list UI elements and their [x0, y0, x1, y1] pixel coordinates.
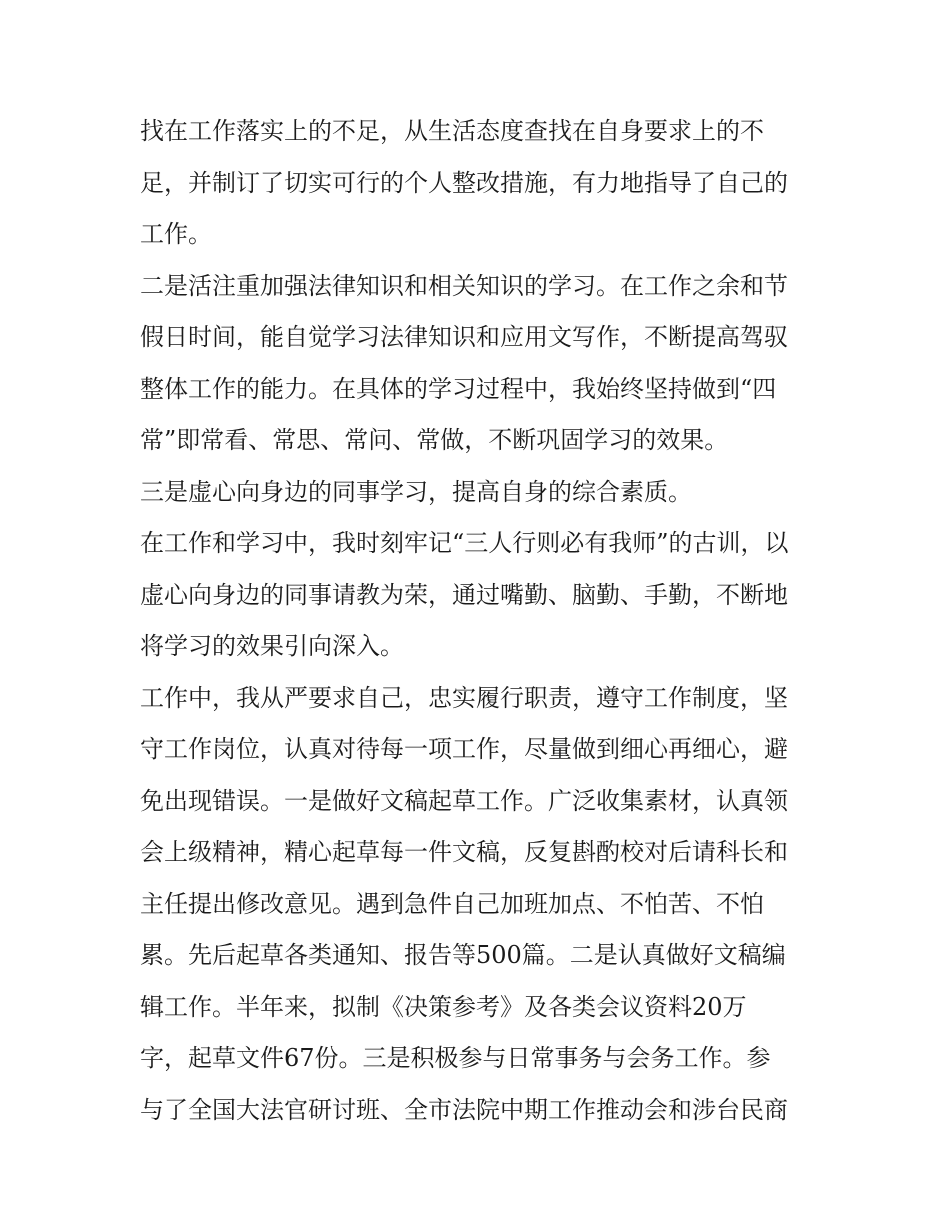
text-line: 假日时间，能自觉学习法律知识和应用文写作，不断提高驾驭 [140, 323, 788, 351]
text-line: 常”即常看、常思、常问、常做，不断巩固学习的效果。 [140, 426, 729, 454]
text-line: 虚心向身边的同事请教为荣，通过嘴勤、脑勤、手勤，不断地 [140, 580, 788, 609]
text-line: 工作。 [140, 220, 212, 248]
text-line: 辑工作。半年来，拟制《决策参考》及各类会议资料20万 [140, 992, 747, 1021]
text-line: 守工作岗位，认真对待每一项工作，尽量做到细心再细心，避 [140, 735, 788, 763]
text-line: 会上级精神，精心起草每一件文稿，反复斟酌校对后请科长和 [140, 838, 788, 866]
text-line: 字，起草文件67份。三是积极参与日常事务与会务工作。参 [140, 1044, 771, 1072]
text-line: 三是虚心向身边的同事学习，提高自身的综合素质。 [140, 477, 692, 506]
text-line: 足，并制订了切实可行的个人整改措施，有力地指导了自己的 [140, 168, 788, 197]
text-line: 二是活注重加强法律知识和相关知识的学习。在工作之余和节 [140, 271, 788, 300]
body-text [140, 106, 820, 1136]
text-line: 工作中，我从严要求自己，忠实履行职责，遵守工作制度，坚 [140, 683, 788, 712]
text-line: 免出现错误。一是做好文稿起草工作。广泛收集素材，认真领 [140, 786, 788, 815]
text-line: 在工作和学习中，我时刻牢记“三人行则必有我师”的古训，以 [140, 529, 789, 557]
text-line: 与了全国大法官研讨班、全市法院中期工作推动会和涉台民商 [140, 1095, 788, 1124]
text-line: 将学习的效果引向深入。 [140, 632, 404, 660]
text-line: 找在工作落实上的不足，从生活态度查找在自身要求上的不 [140, 117, 764, 145]
text-line: 整体工作的能力。在具体的学习过程中，我始终坚持做到“四 [140, 374, 777, 403]
text-line: 主任提出修改意见。遇到急件自己加班加点、不怕苦、不怕 [140, 889, 764, 918]
text-line: 累。先后起草各类通知、报告等500篇。二是认真做好文稿编 [140, 941, 786, 969]
